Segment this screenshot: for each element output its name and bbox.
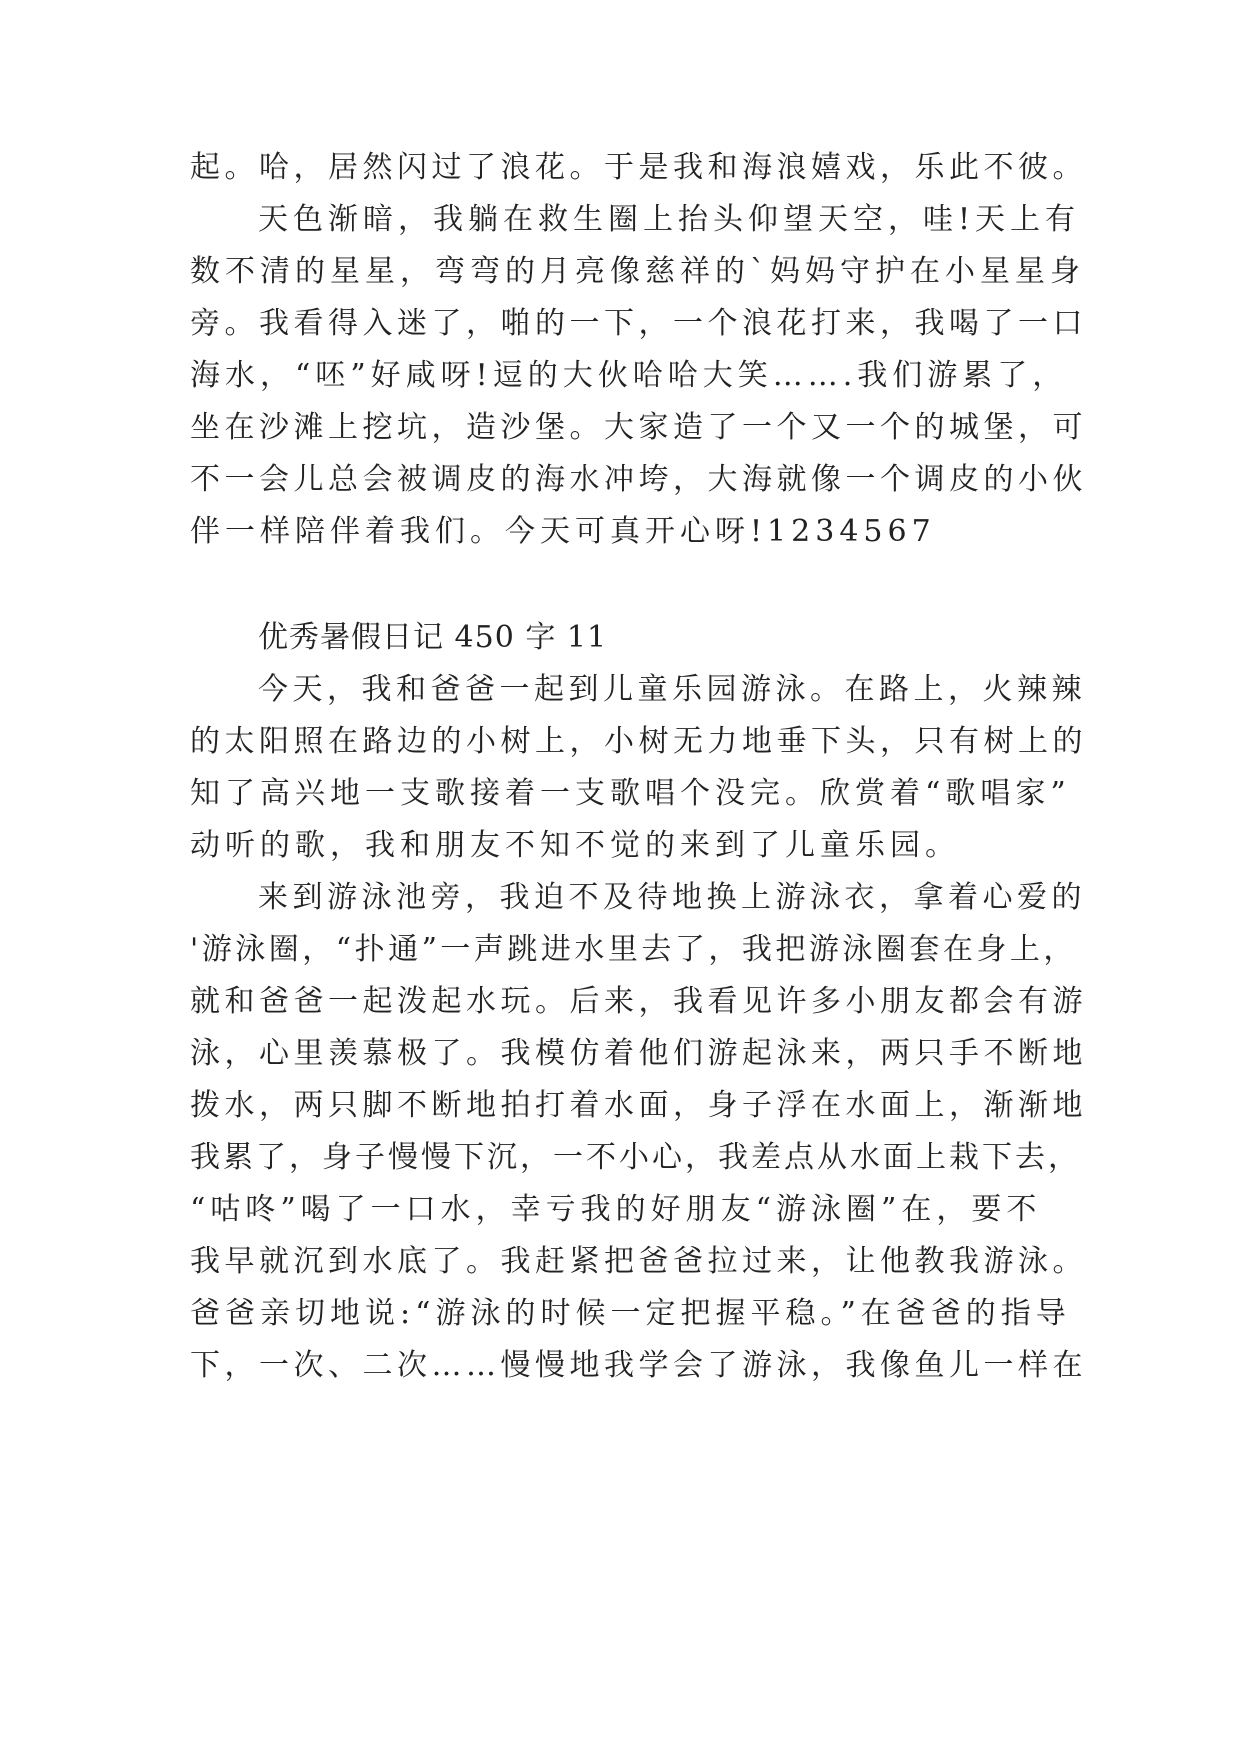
paragraph-line: 的太阳照在路边的小树上，小树无力地垂下头，只有树上的 (190, 724, 1087, 759)
paragraph-line: 我累了，身子慢慢下沉，一不小心，我差点从水面上栽下去， (190, 1140, 1081, 1175)
paragraph-line: 动听的歌，我和朋友不知不觉的来到了儿童乐园。 (190, 828, 960, 863)
paragraph-line: 泳，心里羡慕极了。我模仿着他们游起泳来，两只手不断地 (190, 1036, 1087, 1071)
paragraph-line: 伴一样陪伴着我们。今天可真开心呀!1234567 (190, 514, 936, 549)
paragraph-line: 知了高兴地一支歌接着一支歌唱个没完。欣赏着“歌唱家” (190, 776, 1071, 811)
paragraph-line: 下，一次、二次……慢慢地我学会了游泳，我像鱼儿一样在 (190, 1348, 1087, 1383)
paragraph-line: 海水，“呸”好咸呀!逗的大伙哈哈大笑…….我们游累了， (190, 358, 1068, 393)
paragraph-line: 拨水，两只脚不断地拍打着水面，身子浮在水面上，渐渐地 (190, 1088, 1087, 1123)
paragraph-line: “咕咚”喝了一口水，幸亏我的好朋友“游泳圈”在，要不 (190, 1192, 1042, 1227)
paragraph-line: 爸爸亲切地说:“游泳的时候一定把握平稳。”在爸爸的指导 (190, 1296, 1071, 1331)
section-heading: 优秀暑假日记 450 字 11 (258, 620, 608, 655)
paragraph-line: 就和爸爸一起泼起水玩。后来，我看见许多小朋友都会有游 (190, 984, 1087, 1019)
paragraph-line: '游泳圈，“扑通”一声跳进水里去了，我把游泳圈套在身上， (190, 932, 1077, 967)
paragraph-line: 坐在沙滩上挖坑，造沙堡。大家造了一个又一个的城堡，可 (190, 410, 1087, 445)
paragraph-line: 起。哈，居然闪过了浪花。于是我和海浪嬉戏，乐此不彼。 (190, 150, 1087, 185)
paragraph-line: 数不清的星星，弯弯的月亮像慈祥的`妈妈守护在小星星身 (190, 254, 1085, 289)
paragraph-line: 来到游泳池旁，我迫不及待地换上游泳衣，拿着心爱的 (258, 880, 1086, 915)
paragraph-line: 我早就沉到水底了。我赶紧把爸爸拉过来，让他教我游泳。 (190, 1244, 1087, 1279)
paragraph-line: 旁。我看得入迷了，啪的一下，一个浪花打来，我喝了一口 (190, 306, 1087, 341)
paragraph-line: 不一会儿总会被调皮的海水冲垮，大海就像一个调皮的小伙 (190, 462, 1087, 497)
paragraph-line: 今天，我和爸爸一起到儿童乐园游泳。在路上，火辣辣 (258, 672, 1086, 707)
paragraph-line: 天色渐暗，我躺在救生圈上抬头仰望天空，哇!天上有 (258, 202, 1081, 237)
